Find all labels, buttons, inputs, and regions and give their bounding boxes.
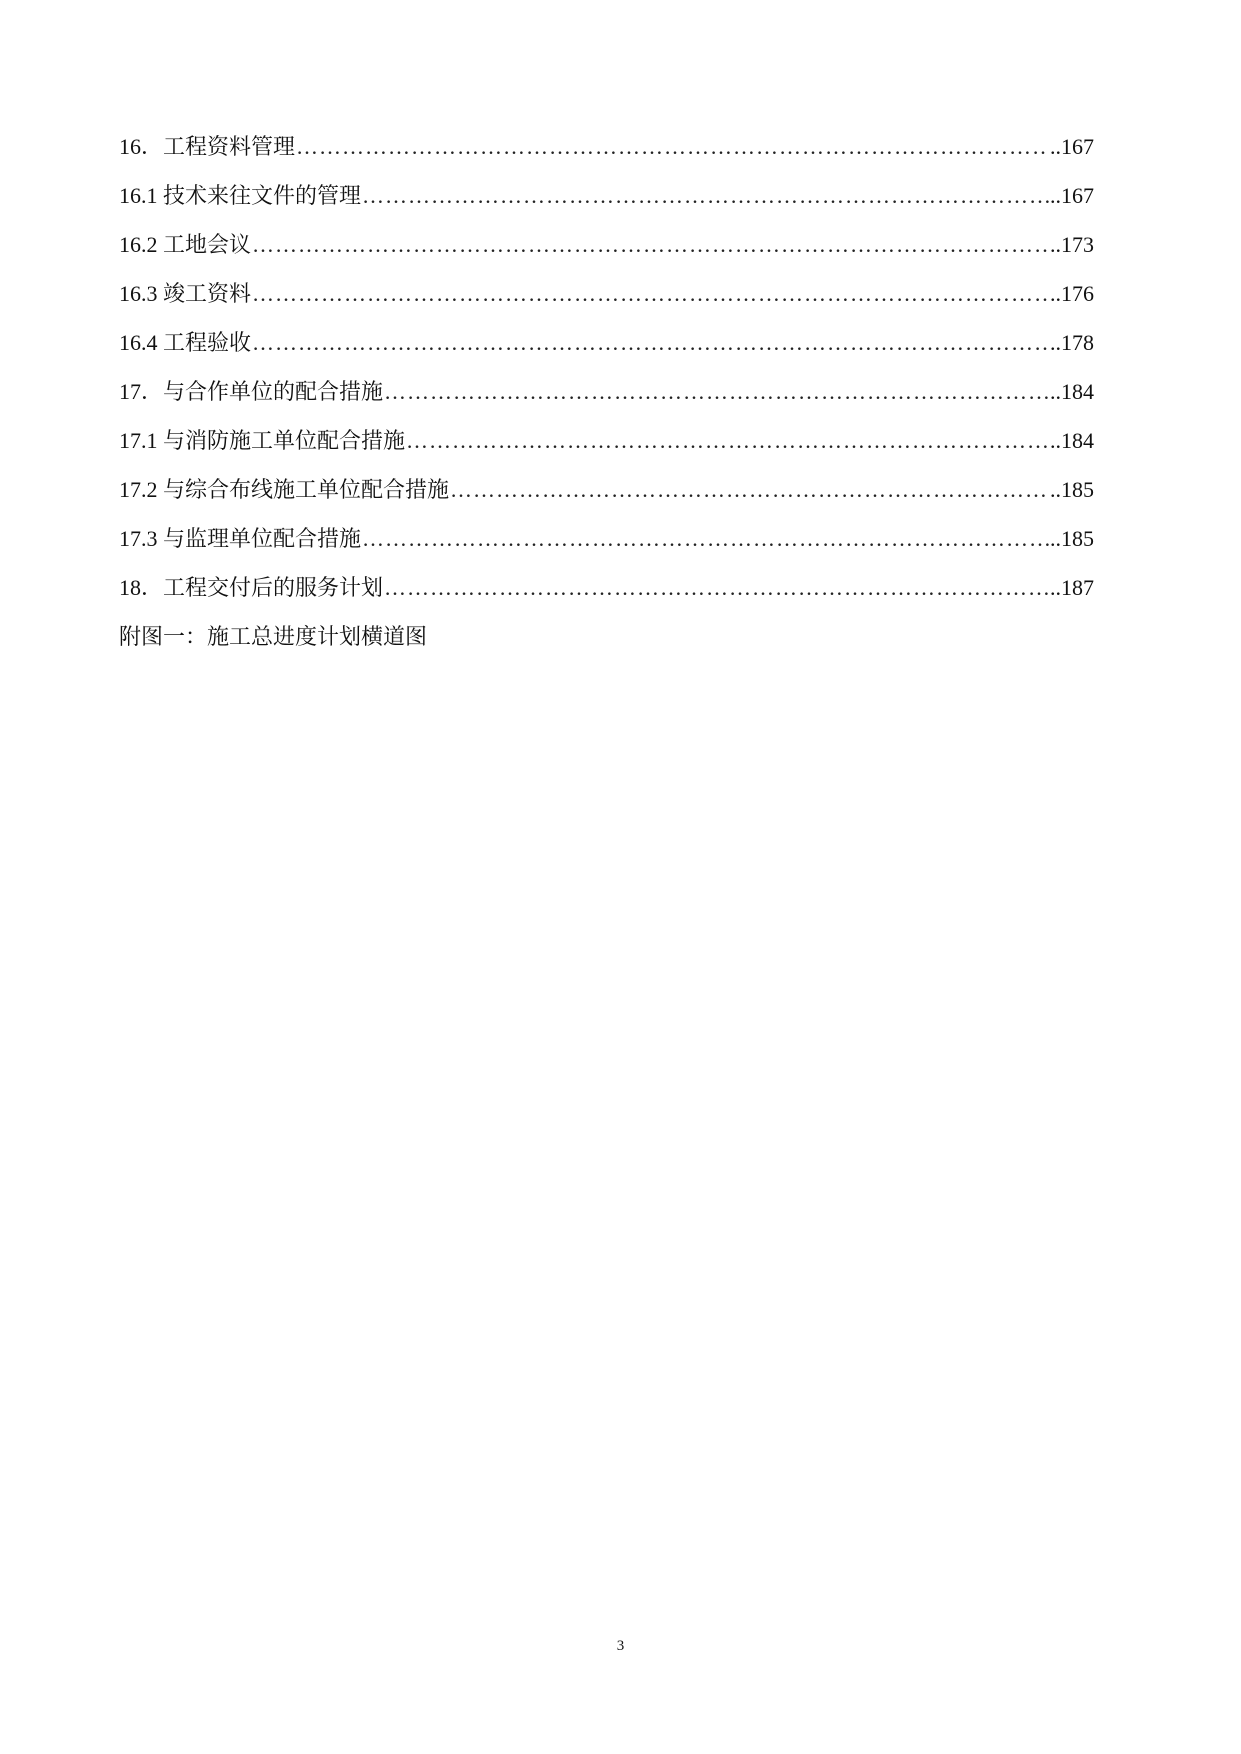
toc-entry-title: 17.3 与监理单位配合措施 [119,526,362,551]
toc-entry-page: ..173 [1050,232,1094,257]
toc-dot-leader [252,220,1049,269]
toc-entry-page: ..185 [1050,526,1094,551]
toc-dot-leader [362,514,1049,563]
toc-dot-leader [384,563,1049,612]
toc-dot-leader [252,269,1049,318]
toc-entry-title: 18．工程交付后的服务计划 [119,575,384,600]
page-number: 3 [616,1638,625,1654]
toc-entry-title: 16.4 工程验收 [119,330,252,355]
toc-entry-page: ..178 [1050,330,1094,355]
toc-entry-title: 16.1 技术来往文件的管理 [119,183,362,208]
toc-entry-17[interactable] [119,367,1094,416]
toc-entry-title: 16．工程资料管理 [119,134,296,159]
toc-entry-16-3[interactable] [119,269,1094,318]
appendix-entry[interactable]: 附图一：施工总进度计划横道图 [119,624,428,649]
toc-entry-16[interactable] [119,122,1094,171]
toc-entry-title: 16.3 竣工资料 [119,281,252,306]
toc-dot-leader [406,416,1049,465]
toc-entry-16-4[interactable] [119,318,1094,367]
toc-entry-title: 16.2 工地会议 [119,232,252,257]
toc-entry-17-1[interactable] [119,416,1094,465]
table-of-contents [119,122,1094,661]
toc-dot-leader [252,318,1049,367]
toc-entry-18[interactable] [119,563,1094,612]
toc-entry-page: ..187 [1050,575,1094,600]
toc-entry-17-3[interactable] [119,514,1094,563]
toc-entry-16-2[interactable] [119,220,1094,269]
toc-entry-page: ..184 [1050,379,1094,404]
toc-entry-page: ..167 [1050,134,1094,159]
toc-entry-page: ..184 [1050,428,1094,453]
toc-entry-title: 17．与合作单位的配合措施 [119,379,384,404]
toc-dot-leader [362,171,1049,220]
toc-dot-leader [296,122,1049,171]
toc-entry-16-1[interactable] [119,171,1094,220]
toc-entry-title: 17.2 与综合布线施工单位配合措施 [119,477,450,502]
toc-entry-page: ..167 [1050,183,1094,208]
toc-entry-page: ..176 [1050,281,1094,306]
toc-entry-page: ..185 [1050,477,1094,502]
toc-dot-leader [450,465,1049,514]
toc-dot-leader [384,367,1049,416]
toc-entry-title: 17.1 与消防施工单位配合措施 [119,428,406,453]
toc-entry-17-2[interactable] [119,465,1094,514]
